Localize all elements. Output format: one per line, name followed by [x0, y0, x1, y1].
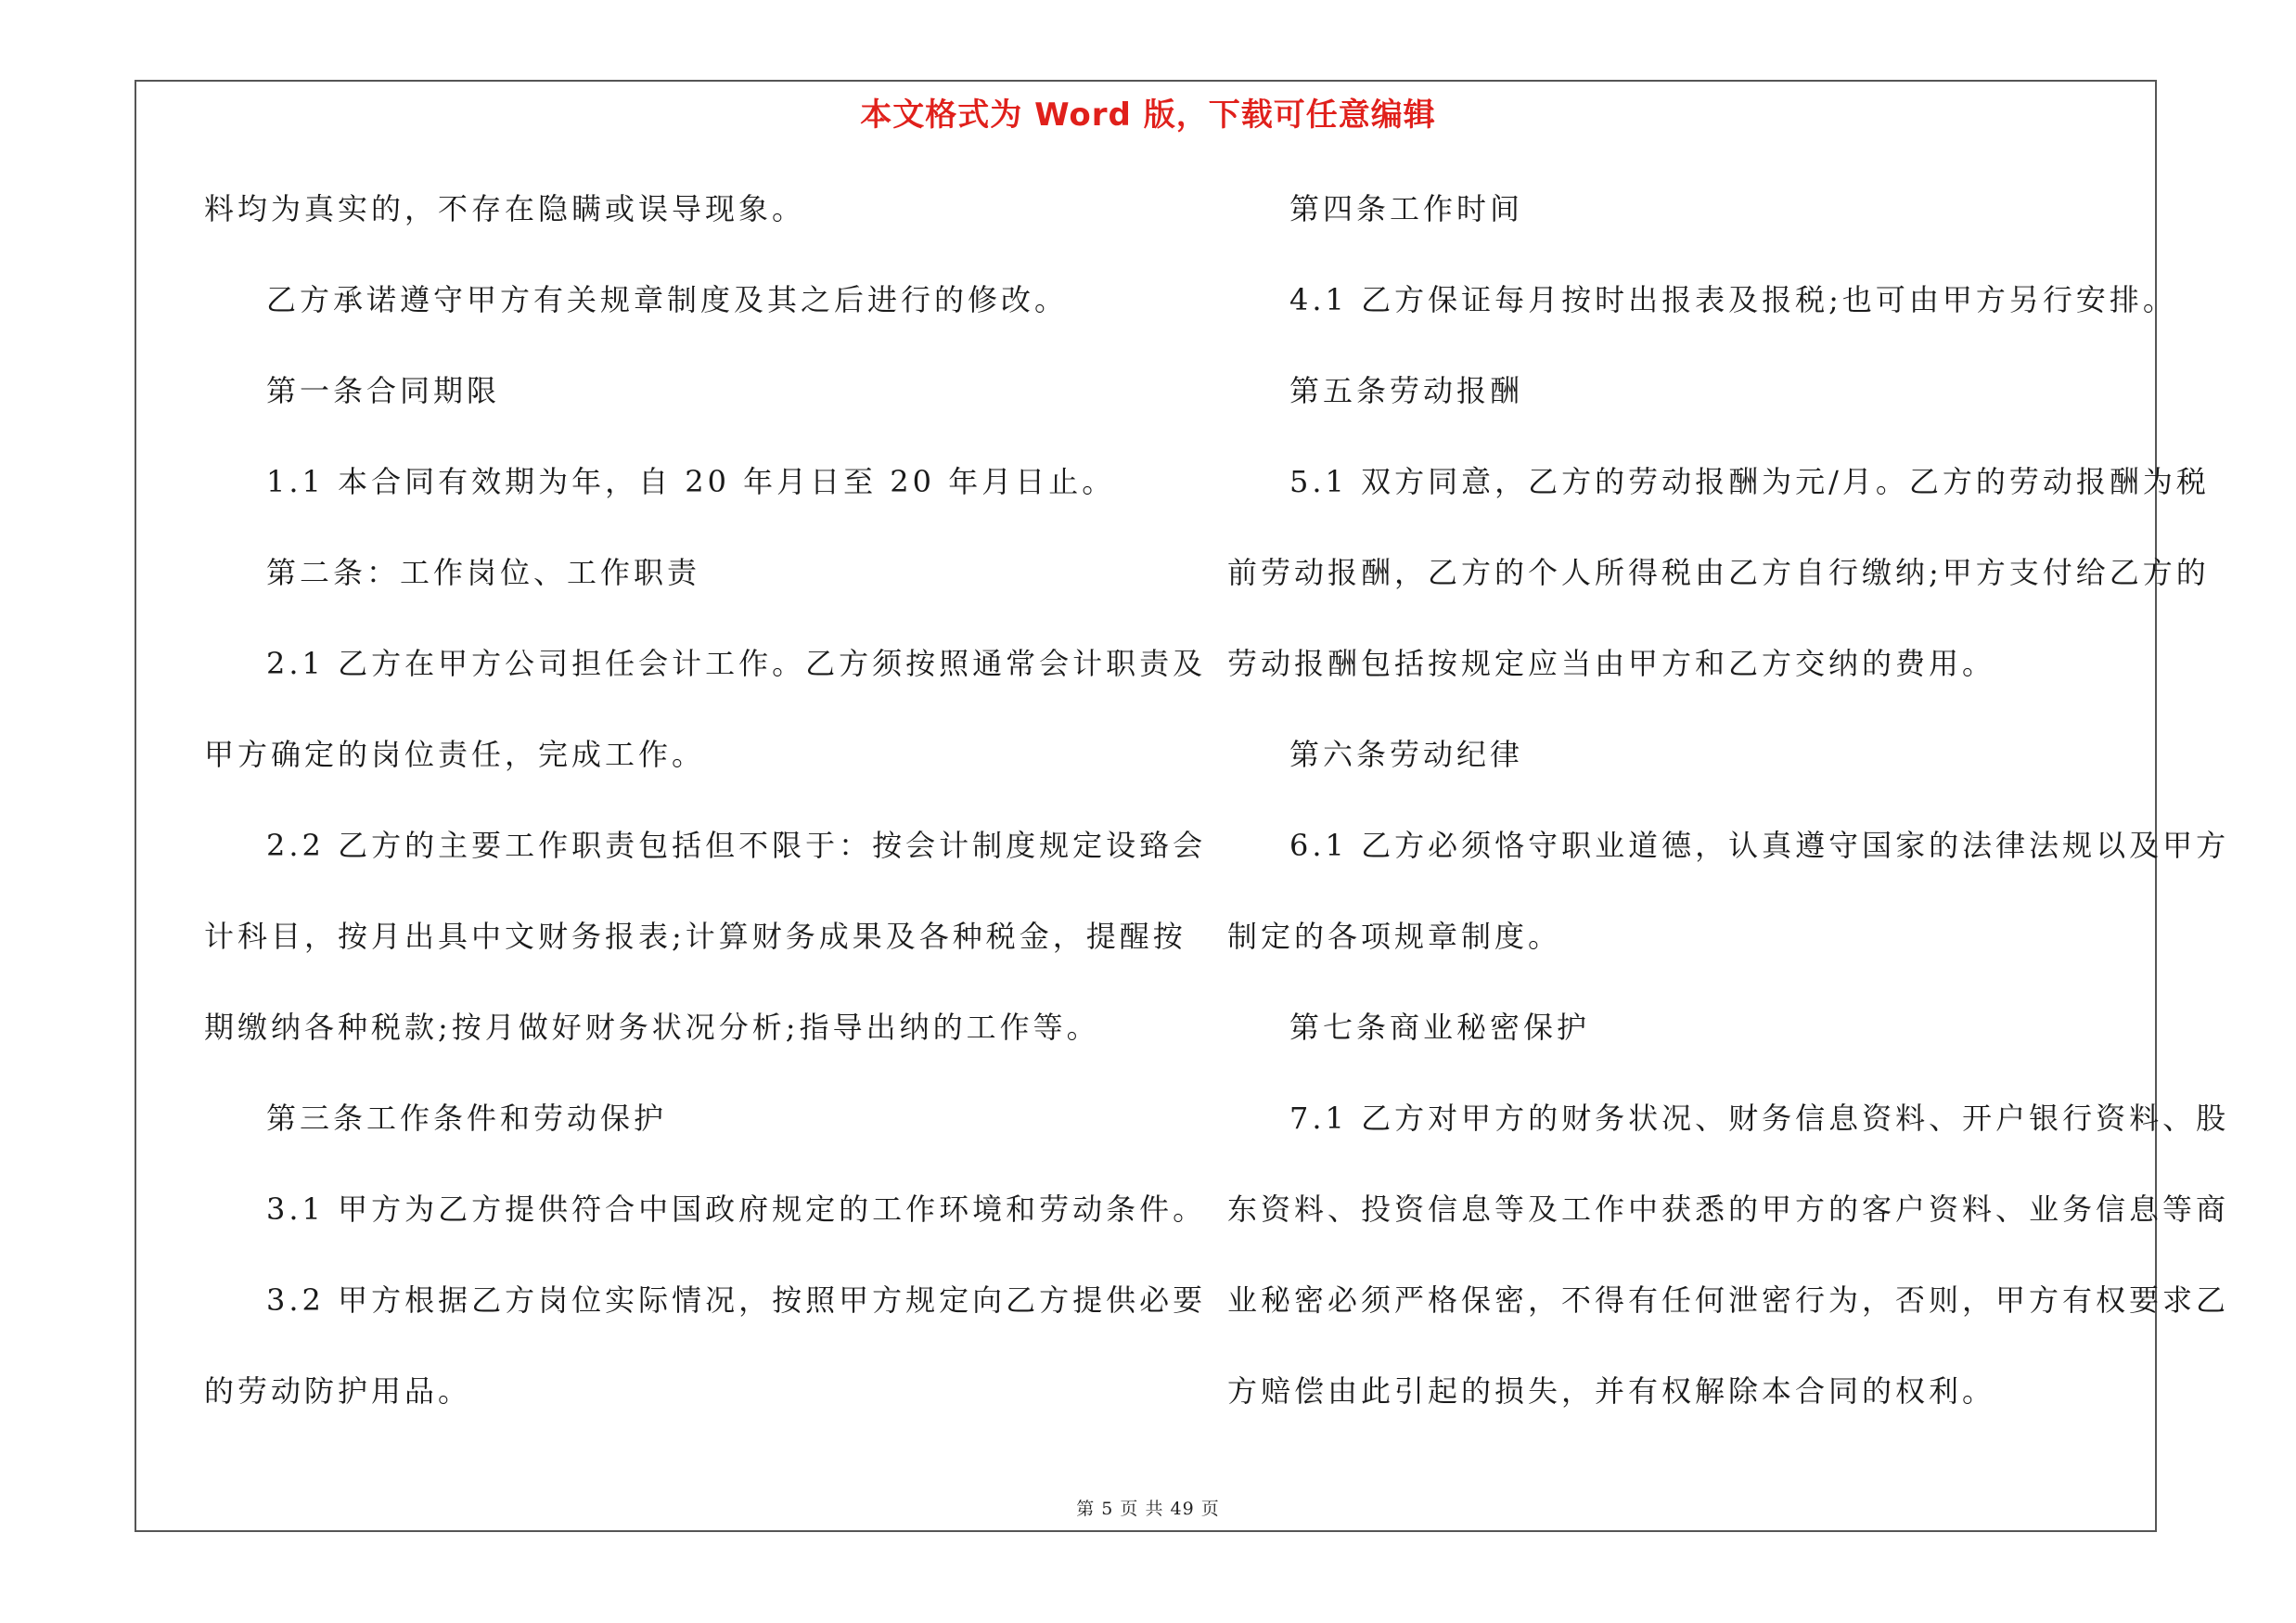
text-line: 期缴纳各种税款;按月做好财务状况分析;指导出纳的工作等。	[204, 1010, 1100, 1045]
text-line: 第二条：工作岗位、工作职责	[266, 555, 701, 590]
text-line: 第六条劳动纪律	[1289, 737, 1524, 772]
text-line: 前劳动报酬，乙方的个人所得税由乙方自行缴纳;甲方支付给乙方的	[1227, 555, 2210, 590]
text-line: 制定的各项规章制度。	[1227, 919, 1562, 954]
text-line: 7.1 乙方对甲方的财务状况、财务信息资料、开户银行资料、股	[1289, 1101, 2230, 1136]
text-line: 业秘密必须严格保密，不得有任何泄密行为，否则，甲方有权要求乙	[1227, 1282, 2230, 1318]
text-line: 第一条合同期限	[266, 373, 501, 408]
text-line: 乙方承诺遵守甲方有关规章制度及其之后进行的修改。	[266, 282, 1069, 317]
text-line: 第三条工作条件和劳动保护	[266, 1101, 668, 1136]
text-line: 5.1 双方同意，乙方的劳动报酬为元/月。乙方的劳动报酬为税	[1289, 464, 2210, 499]
text-line: 甲方确定的岗位责任，完成工作。	[204, 737, 706, 772]
text-line: 方赔偿由此引起的损失，并有权解除本合同的权利。	[1227, 1373, 1996, 1409]
word-format-banner: 本文格式为 Word 版，下载可任意编辑	[860, 97, 1436, 134]
page-number-footer: 第 5 页 共 49 页	[1076, 1499, 1220, 1519]
right-text-column	[1227, 181, 2230, 1454]
text-line: 第四条工作时间	[1289, 191, 1524, 226]
text-line: 的劳动防护用品。	[204, 1373, 472, 1409]
text-line: 6.1 乙方必须恪守职业道德，认真遵守国家的法律法规以及甲方	[1289, 828, 2230, 863]
text-line: 第七条商业秘密保护	[1289, 1010, 1591, 1045]
text-line: 3.2 甲方根据乙方岗位实际情况，按照甲方规定向乙方提供必要	[266, 1282, 1207, 1318]
text-line: 2.1 乙方在甲方公司担任会计工作。乙方须按照通常会计职责及	[266, 646, 1207, 681]
left-text-column	[204, 181, 1207, 1454]
text-line: 计科目，按月出具中文财务报表;计算财务成果及各种税金，提醒按	[204, 919, 1186, 954]
text-line: 3.1 甲方为乙方提供符合中国政府规定的工作环境和劳动条件。	[266, 1191, 1207, 1227]
text-line: 1.1 本合同有效期为年，自 20 年月日至 20 年月日止。	[266, 464, 1116, 499]
text-line: 劳动报酬包括按规定应当由甲方和乙方交纳的费用。	[1227, 646, 1996, 681]
text-line: 2.2 乙方的主要工作职责包括但不限于：按会计制度规定设臵会	[266, 828, 1207, 863]
text-line: 4.1 乙方保证每月按时出报表及报税;也可由甲方另行安排。	[1289, 282, 2176, 317]
text-line: 料均为真实的，不存在隐瞒或误导现象。	[204, 191, 806, 226]
text-line: 东资料、投资信息等及工作中获悉的甲方的客户资料、业务信息等商	[1227, 1191, 2230, 1227]
text-line: 第五条劳动报酬	[1289, 373, 1524, 408]
